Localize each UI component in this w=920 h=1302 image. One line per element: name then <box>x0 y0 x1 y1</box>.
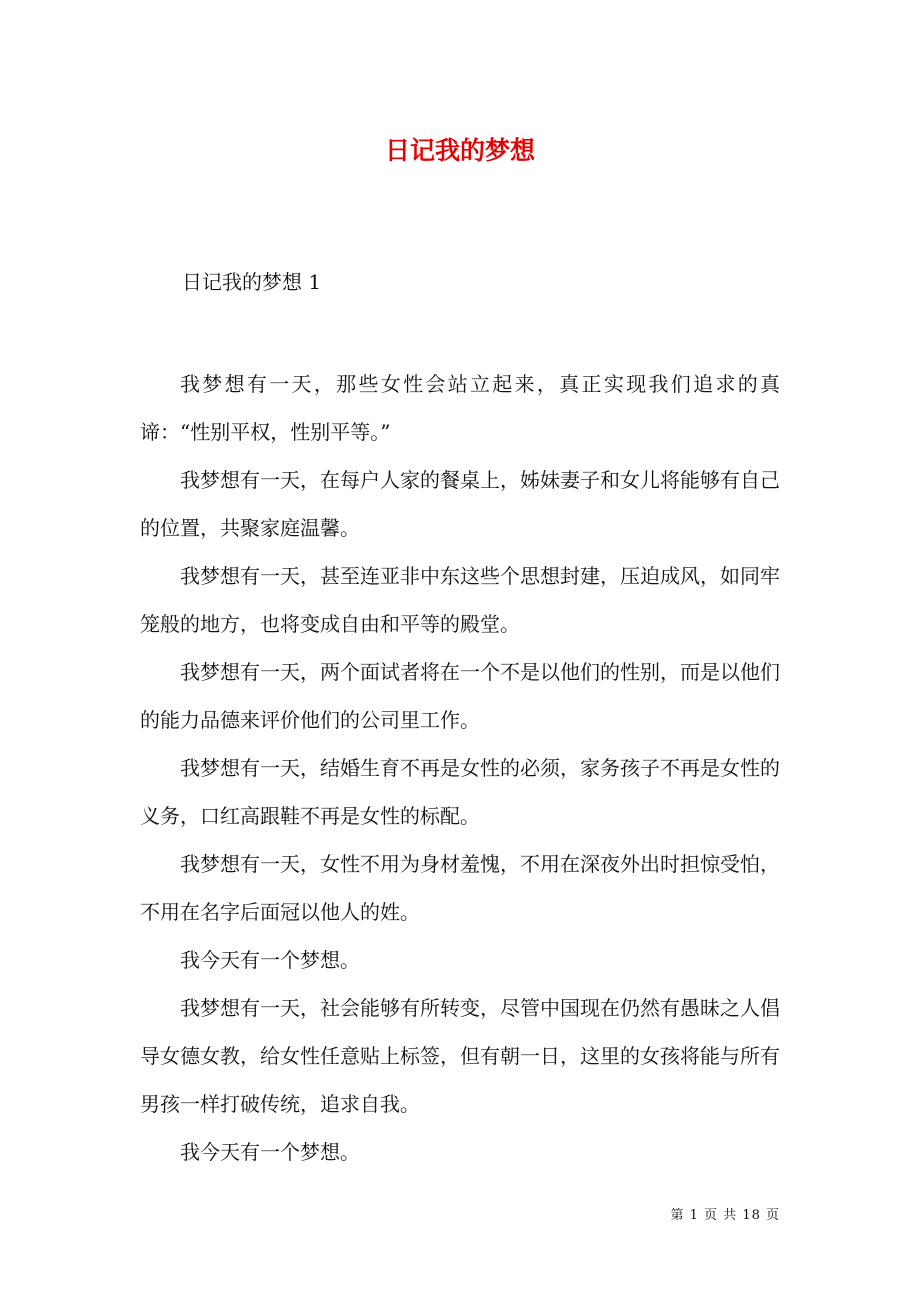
document-body <box>140 360 780 1176</box>
section-heading: 日记我的梦想 1 <box>182 270 322 294</box>
paragraph-4: 我梦想有一天，两个面试者将在一个不是以他们的性别，而是以他们的能力品德来评价他们的公司里工作。 <box>140 660 780 732</box>
paragraph-2: 我梦想有一天，在每户人家的餐桌上，姊妹妻子和女儿将能够有自己的位置，共聚家庭温馨。 <box>140 468 780 540</box>
page-number: 第 1 页 共 18 页 <box>670 1208 780 1223</box>
paragraph-9: 我今天有一个梦想。 <box>180 1140 360 1164</box>
paragraph-1: 我梦想有一天，那些女性会站立起来，真正实现我们追求的真谛：“性别平权，性别平等。” <box>140 372 780 444</box>
paragraph-5: 我梦想有一天，结婚生育不再是女性的必须，家务孩子不再是女性的义务，口红高跟鞋不再是女性的标配。 <box>140 756 780 828</box>
paragraph-6: 我梦想有一天，女性不用为身材羞愧，不用在深夜外出时担惊受怕，不用在名字后面冠以他人的姓。 <box>140 852 780 924</box>
paragraph-8: 我梦想有一天，社会能够有所转变，尽管中国现在仍然有愚昧之人倡导女德女教，给女性任意贴上标签，但有朝一日，这里的女孩将能与所有男孩一样打破传统，追求自我。 <box>140 996 780 1116</box>
paragraph-3: 我梦想有一天，甚至连亚非中东这些个思想封建，压迫成风，如同牢笼般的地方，也将变成自由和平等的殿堂。 <box>140 564 780 636</box>
paragraph-7: 我今天有一个梦想。 <box>180 948 360 972</box>
document-title: 日记我的梦想 <box>384 135 535 165</box>
